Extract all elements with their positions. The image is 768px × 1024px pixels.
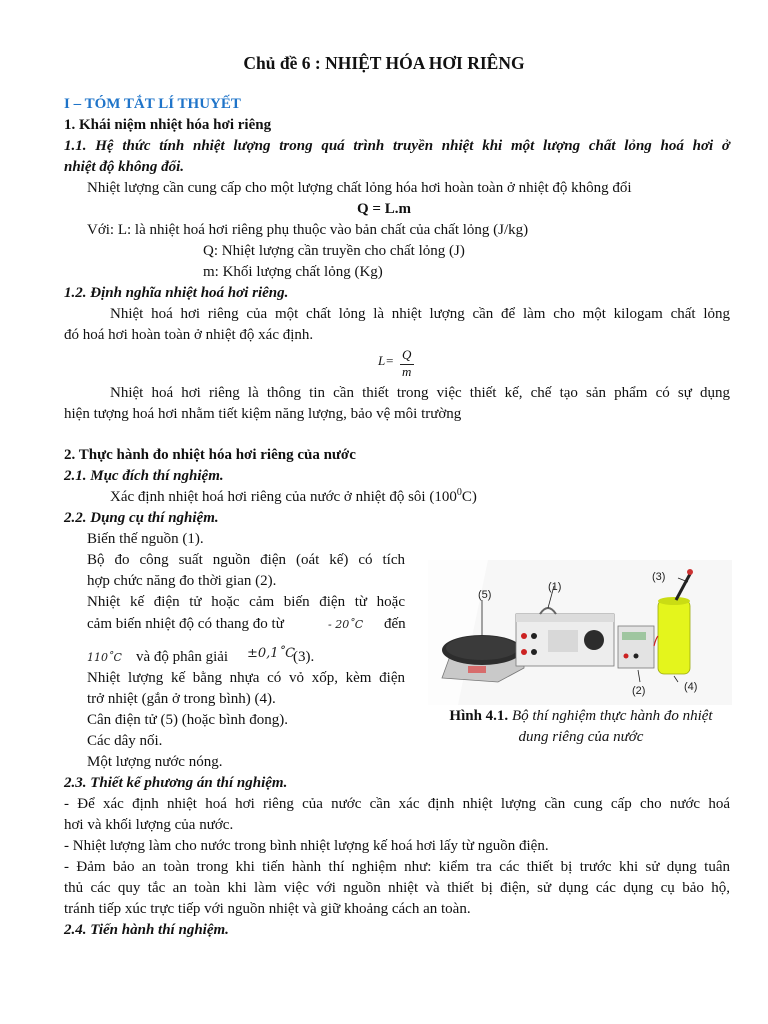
with-q-definition: Q: Nhiệt lượng cần truyền cho chất lỏng (J) [203, 243, 465, 259]
purpose-text-end: C) [461, 489, 477, 505]
figure-caption-line1 [418, 706, 744, 727]
purpose-text [110, 487, 477, 508]
figure-caption [418, 706, 744, 748]
range-max-value: 110˚C [87, 651, 122, 664]
resolution-value: ±0,1˚C [247, 646, 296, 661]
tool-thermometer-line2: cảm biến nhiệt độ có thang đo từ [87, 616, 284, 632]
subheading-concept: 1. Khái niệm nhiệt hóa hơi riêng [64, 117, 272, 133]
figure-caption-number: Hình 4.1. [449, 708, 509, 724]
fraction-denominator: m [402, 364, 412, 379]
figure-label-5: (5) [478, 589, 492, 601]
with-m-definition: m: Khối lượng chất lỏng (Kg) [203, 264, 383, 280]
figure-label-4: (4) [684, 681, 698, 693]
subheading-2-4: 2.4. Tiến hành thí nghiệm. [64, 922, 229, 938]
tool-calorimeter-line1: Nhiệt lượng kế bằng nhựa có vỏ xốp, kèm điện [87, 670, 405, 686]
tool-thermometer-to: đến [384, 616, 406, 632]
tool-wires: Các dây nối. [87, 733, 163, 749]
design-point2: - Nhiệt lượng làm cho nước trong bình nhiệt lượng kế hoá hơi lấy từ nguồn điện. [64, 838, 549, 854]
tool-calorimeter-line2: trở nhiệt (gắn ở trong bình) (4). [87, 691, 276, 707]
with-l-definition: Với: L: là nhiệt hoá hơi riêng phụ thuộc vào bản chất của chất lỏng (J/kg) [87, 222, 529, 238]
subheading-1-1-line2: nhiệt độ không đổi. [64, 159, 185, 175]
apparatus-figure [428, 560, 732, 705]
design-point1-line1: - Để xác định nhiệt hoá hơi riêng của nước cần xác định nhiệt lượng cần cung cấp cho nước hoá [64, 796, 730, 812]
calorimeter-icon [658, 597, 690, 674]
tool-thermometer-line1: Nhiệt kế điện tử hoặc cảm biến điện từ hoặc [87, 594, 405, 610]
design-point3-line3: tránh tiếp xúc trực tiếp với nguồn nhiệt và giữ khoảng cách an toàn. [64, 901, 471, 917]
tool-hot-water: Một lượng nước nóng. [87, 754, 223, 770]
paragraph-heat: Nhiệt lượng cần cung cấp cho một lượng chất lỏng hóa hơi hoàn toàn ở nhiệt độ không đổi [87, 180, 632, 196]
definition-line1: Nhiệt hoá hơi riêng của một chất lỏng là nhiệt lượng cần để làm cho một kilogam chất lỏng [110, 306, 730, 322]
figure-caption-text1: Bộ thí nghiệm thực hành đo nhiệt [511, 708, 713, 724]
design-point3-line1: - Đảm bảo an toàn trong khi tiến hành thí nghiệm như: kiểm tra các thiết bị trước khi sử dụng tuân [64, 859, 730, 875]
definition-line2: đó hoá hơi hoàn toàn ở nhiệt độ xác định. [64, 327, 314, 343]
electronic-scale-icon [442, 635, 524, 682]
subheading-2-1: 2.1. Mục đích thí nghiệm. [64, 468, 224, 484]
subheading-1-1-line1: 1.1. Hệ thức tính nhiệt lượng trong quá trình truyền nhiệt khi một lượng chất lỏng hoá hơi ở [64, 138, 730, 154]
figure-label-1: (1) [548, 581, 562, 593]
section-heading-theory: I – TÓM TẮT LÍ THUYẾT [64, 96, 241, 112]
tool-scale: Cân điện tử (5) (hoặc bình đong). [87, 712, 288, 728]
application-line1: Nhiệt hoá hơi riêng là thông tin cần thiết trong việc thiết kế, chế tạo sản phẩm có sự dụng [110, 385, 730, 401]
power-supply-icon [516, 608, 614, 666]
tool-thermometer-resolution: và độ phân giải [136, 649, 229, 665]
figure-caption-line2: dung riêng của nước [518, 729, 644, 745]
application-line2: hiện tượng hoá hơi nhằm tiết kiệm năng lượng, bảo vệ môi trường [64, 406, 462, 422]
subheading-1-2: 1.2. Định nghĩa nhiệt hoá hơi riêng. [64, 285, 289, 301]
purpose-superscript: 0 [456, 487, 462, 498]
subheading-2-3: 2.3. Thiết kế phương án thí nghiệm. [64, 775, 288, 791]
fraction-numerator: Q [402, 347, 412, 362]
range-min-value: - 20˚C [328, 618, 364, 631]
design-point1-line2: hơi và khối lượng của nước. [64, 817, 234, 833]
page-title: Chủ đề 6 : NHIỆT HÓA HƠI RIÊNG [243, 53, 525, 73]
figure-label-3: (3) [652, 571, 666, 583]
tool-thermometer-number: (3). [293, 649, 315, 665]
tool-wattmeter-line1: Bộ đo công suất nguồn điện (oát kế) có tích [87, 552, 405, 568]
design-point3-line2: thủ các quy tắc an toàn khi làm việc với nguồn nhiệt và thiết bị điện, sử dụng các dụng cụ bảo hộ, [64, 880, 730, 896]
fraction-l-equals-q-over-m [378, 347, 418, 381]
wattmeter-icon [618, 626, 654, 668]
figure-label-2: (2) [632, 685, 646, 697]
fraction-lhs: L= [378, 353, 395, 368]
formula-q-lm: Q = L.m [357, 201, 411, 217]
tool-wattmeter-line2: hợp chức năng đo thời gian (2). [87, 573, 277, 589]
section-heading-practice: 2. Thực hành đo nhiệt hóa hơi riêng của nước [64, 447, 356, 463]
tool-power-supply: Biến thế nguồn (1). [87, 531, 204, 547]
purpose-text-main: Xác định nhiệt hoá hơi riêng của nước ở nhiệt độ sôi (100 [110, 489, 457, 505]
subheading-2-2: 2.2. Dụng cụ thí nghiệm. [64, 510, 219, 526]
